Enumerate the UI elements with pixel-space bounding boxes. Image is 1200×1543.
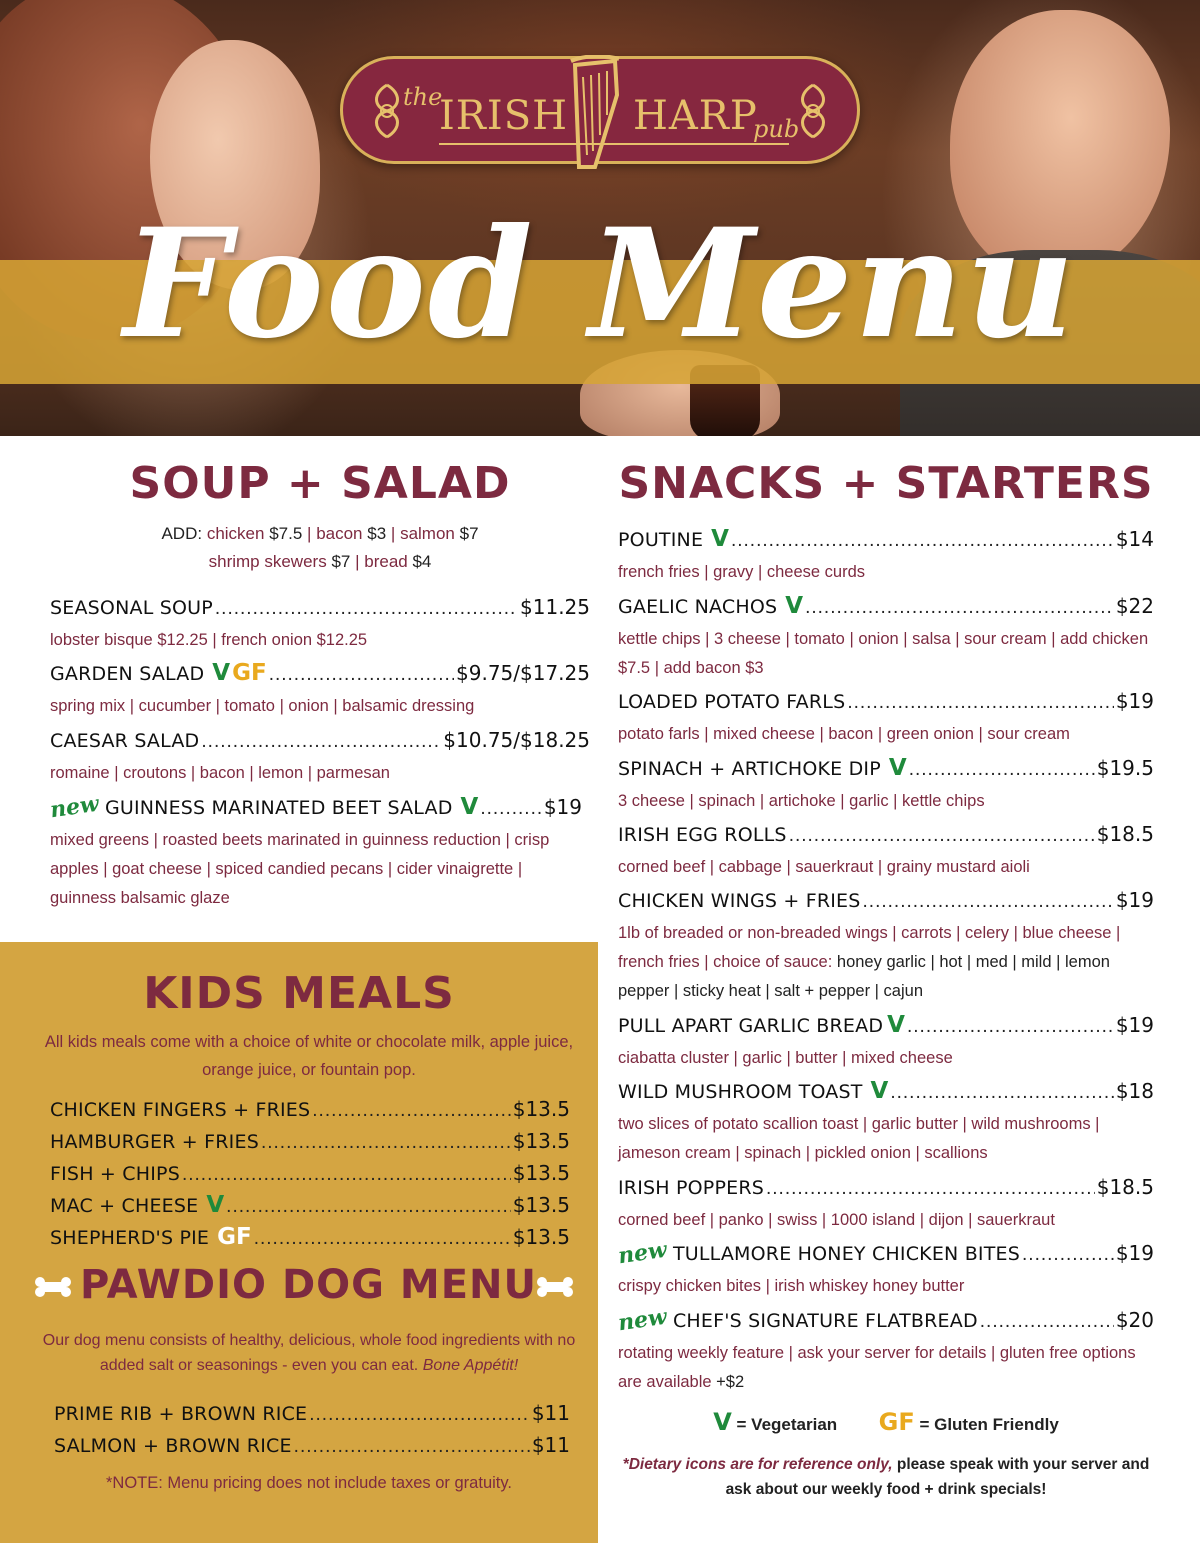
item-description: ciabatta cluster | garlic | butter | mixed cheese <box>618 1049 953 1067</box>
list-item <box>50 1158 570 1190</box>
logo-the: the <box>403 83 443 111</box>
gluten-friendly-badge: GF <box>217 1224 252 1250</box>
leader-dots <box>907 1012 1114 1042</box>
vegetarian-badge: V <box>460 794 479 820</box>
list-item <box>50 1126 570 1158</box>
item-name: PULL APART GARLIC BREAD <box>618 1015 884 1037</box>
list-item <box>50 1222 570 1254</box>
list-item <box>50 1190 570 1222</box>
hero-photo <box>0 0 1200 436</box>
dog-menu-list <box>54 1398 570 1462</box>
add-item: bread <box>364 552 408 571</box>
add-item: bacon <box>316 524 363 543</box>
list-item <box>50 1094 570 1126</box>
item-name: FISH + CHIPS <box>50 1163 180 1185</box>
gluten-friendly-label: = Gluten Friendly <box>919 1415 1059 1434</box>
item-name: SALMON + BROWN RICE <box>54 1435 292 1457</box>
dog-note-text: Our dog menu consists of healthy, delicious, whole food ingredients with no added salt or seasonings - even you can eat. <box>42 1332 576 1374</box>
dog-bone-icon <box>536 1276 574 1298</box>
leader-dots <box>201 727 441 757</box>
vegetarian-badge: V <box>785 593 804 619</box>
leader-dots <box>863 887 1114 917</box>
menu-item <box>50 658 590 721</box>
item-description: corned beef | panko | swiss | 1000 island | dijon | sauerkraut <box>618 1211 1055 1229</box>
item-name: IRISH EGG ROLLS <box>618 824 787 846</box>
add-sep: | <box>307 524 312 543</box>
vegetarian-badge: V <box>206 1192 225 1218</box>
menu-item <box>618 1010 1154 1073</box>
item-name: SHEPHERD'S PIE <box>50 1227 210 1249</box>
logo-harp: HARP <box>633 93 758 139</box>
leader-dots <box>890 1078 1113 1108</box>
item-price: $11.25 <box>520 595 590 619</box>
leader-dots <box>294 1431 530 1462</box>
item-description-text: rotating weekly feature | ask your server for details | gluten free options are available <box>618 1344 1136 1391</box>
dog-menu-note <box>40 1328 578 1378</box>
item-price: $18 <box>1115 1079 1154 1103</box>
item-description: mixed greens | roasted beets marinated in guinness reduction | crisp apples | goat cheese | spiced candied pecans | cider vinaigrette | guinness balsamic glaze <box>50 831 550 907</box>
leader-dots <box>789 821 1095 851</box>
menu-item <box>618 686 1154 749</box>
item-price: $9.75/$17.25 <box>456 661 590 685</box>
item-description <box>618 919 1154 1006</box>
logo-pub: pub <box>753 115 800 143</box>
kids-meals-title: KIDS MEALS <box>143 968 455 1019</box>
vegetarian-badge: V <box>870 1078 889 1104</box>
item-price: $13.5 <box>512 1161 570 1185</box>
item-name: GUINNESS MARINATED BEET SALAD <box>104 797 453 819</box>
logo-irish: IRISH <box>439 93 569 139</box>
leader-dots <box>254 1223 511 1254</box>
item-price: $13.5 <box>512 1097 570 1121</box>
sauce-options: honey garlic | hot | med | mild | lemon pepper | sticky heat | salt + pepper | cajun <box>618 953 1110 1000</box>
leader-dots <box>226 1191 511 1222</box>
item-description-text: 1lb of breaded or non-breaded wings | carrots | celery | blue cheese | french fries | choice of sauce: <box>618 924 1121 971</box>
leader-dots <box>909 755 1095 785</box>
add-item: salmon <box>400 524 455 543</box>
item-description: kettle chips | 3 cheese | tomato | onion | salsa | sour cream | add chicken $7.5 | add bacon $3 <box>618 630 1149 677</box>
add-item: shrimp skewers <box>208 552 327 571</box>
item-name: TULLAMORE HONEY CHICKEN BITES <box>672 1243 1021 1265</box>
add-sep: | <box>355 552 360 571</box>
item-description: french fries | gravy | cheese curds <box>618 563 866 581</box>
item-description: romaine | croutons | bacon | lemon | parmesan <box>50 764 390 782</box>
menu-item <box>50 792 582 913</box>
add-ons-line-1 <box>50 520 590 548</box>
add-ons <box>50 520 590 576</box>
celtic-knot-icon <box>367 81 407 141</box>
menu-item <box>618 591 1154 683</box>
item-price: $11 <box>531 1433 570 1457</box>
item-price: $19.5 <box>1096 756 1154 780</box>
item-price: $13.5 <box>512 1225 570 1249</box>
add-price: $3 <box>367 524 387 543</box>
menu-item <box>618 1305 1154 1397</box>
item-name: HAMBURGER + FRIES <box>50 1131 259 1153</box>
page-title: Food Menu <box>123 196 1077 372</box>
menu-item <box>50 592 590 655</box>
item-price: $20 <box>1115 1308 1154 1332</box>
item-name: IRISH POPPERS <box>618 1177 764 1199</box>
item-name: CHICKEN FINGERS + FRIES <box>50 1099 311 1121</box>
logo-underline <box>439 143 789 145</box>
item-price: $22 <box>1115 594 1154 618</box>
vegetarian-badge: V <box>888 755 907 781</box>
leader-dots <box>312 1095 510 1126</box>
item-price: $18.5 <box>1096 822 1154 846</box>
list-item <box>54 1398 570 1430</box>
menu-item <box>618 1076 1154 1168</box>
vegetarian-badge: V <box>212 660 231 686</box>
add-price: $4 <box>412 552 432 571</box>
leader-dots <box>731 526 1114 556</box>
kids-meals-list <box>50 1094 570 1254</box>
dog-bone-icon <box>34 1276 72 1298</box>
item-price: $19 <box>1115 888 1154 912</box>
kids-dog-panel <box>0 942 598 1543</box>
leader-dots <box>261 1127 511 1158</box>
add-price: $7 <box>459 524 479 543</box>
item-price: $19 <box>1115 1241 1154 1265</box>
item-description: 3 cheese | spinach | artichoke | garlic | kettle chips <box>618 792 985 810</box>
item-name: PRIME RIB + BROWN RICE <box>54 1403 308 1425</box>
item-name: SPINACH + ARTICHOKE DIP <box>618 758 881 780</box>
menu-item <box>618 819 1154 882</box>
item-price: $10.75/$18.25 <box>443 728 590 752</box>
item-description: potato farls | mixed cheese | bacon | green onion | sour cream <box>618 725 1070 743</box>
leader-dots <box>805 593 1114 623</box>
leader-dots <box>309 1399 530 1430</box>
snacks-starters-title: SNACKS + STARTERS <box>618 458 1154 509</box>
item-name: LOADED POTATO FARLS <box>618 691 846 713</box>
new-badge: new <box>616 1303 669 1337</box>
item-name: POUTINE <box>618 529 704 551</box>
add-item: chicken <box>206 524 265 543</box>
item-description: two slices of potato scallion toast | garlic butter | wild mushrooms | jameson cream | spinach | pickled onion | scallions <box>618 1115 1100 1162</box>
leader-dots <box>980 1307 1114 1337</box>
item-price: $13.5 <box>512 1129 570 1153</box>
leader-dots <box>1022 1240 1114 1270</box>
leader-dots <box>269 660 454 690</box>
item-description: crispy chicken bites | irish whiskey honey butter <box>618 1277 965 1295</box>
dietary-legend <box>618 1408 1154 1436</box>
disclaimer-emphasis: *Dietary icons are for reference only, <box>622 1456 893 1473</box>
item-price: $11 <box>531 1401 570 1425</box>
item-description: corned beef | cabbage | sauerkraut | grainy mustard aioli <box>618 858 1030 876</box>
menu-item <box>618 1238 1154 1301</box>
gluten-friendly-badge: GF <box>232 660 267 686</box>
item-price: $14 <box>1115 527 1154 551</box>
dietary-disclaimer <box>618 1452 1154 1502</box>
tax-note: *NOTE: Menu pricing does not include taxes or gratuity. <box>106 1474 512 1492</box>
leader-dots <box>182 1159 511 1190</box>
item-price: $18.5 <box>1096 1175 1154 1199</box>
kids-meals-note: All kids meals come with a choice of white or chocolate milk, apple juice, orange juice, or fountain pop. <box>44 1033 574 1079</box>
item-description: lobster bisque $12.25 | french onion $12.25 <box>50 631 368 649</box>
add-price: $7.5 <box>269 524 303 543</box>
menu-item <box>618 885 1154 1006</box>
item-name: SEASONAL SOUP <box>50 597 213 619</box>
add-price: $7 <box>331 552 351 571</box>
item-name: MAC + CHEESE <box>50 1195 199 1217</box>
add-sep: | <box>390 524 396 543</box>
harp-icon <box>555 55 635 175</box>
item-name: GARDEN SALAD <box>50 663 205 685</box>
dog-menu-title: PAWDIO DOG MENU <box>80 1262 537 1308</box>
item-upcharge: +$2 <box>716 1373 745 1391</box>
pub-logo <box>340 56 860 164</box>
item-name: WILD MUSHROOM TOAST <box>618 1081 863 1103</box>
gluten-friendly-badge: GF <box>878 1408 915 1436</box>
new-badge: new <box>616 1236 669 1270</box>
item-price: $19 <box>1115 689 1154 713</box>
leader-dots <box>847 688 1113 718</box>
item-price: $19 <box>543 795 582 819</box>
list-item <box>54 1430 570 1462</box>
add-prefix: ADD: <box>161 524 203 543</box>
dog-menu-heading <box>34 1262 574 1318</box>
vegetarian-badge: V <box>711 526 729 552</box>
vegetarian-badge: V <box>713 1408 732 1436</box>
menu-item <box>618 753 1154 816</box>
celtic-knot-icon <box>793 81 833 141</box>
item-name: CAESAR SALAD <box>50 730 200 752</box>
item-name: CHEF'S SIGNATURE FLATBREAD <box>672 1310 978 1332</box>
item-price: $13.5 <box>512 1193 570 1217</box>
dog-note-emphasis: Bone Appétit! <box>422 1357 519 1374</box>
vegetarian-badge: V <box>887 1012 905 1038</box>
soup-salad-title: SOUP + SALAD <box>129 458 511 509</box>
item-price: $19 <box>1115 1013 1154 1037</box>
vegetarian-label: = Vegetarian <box>736 1415 838 1434</box>
new-badge: new <box>48 790 101 824</box>
item-description <box>618 1339 1154 1397</box>
menu-item <box>50 725 590 788</box>
disclaimer-text: please speak with your server and ask about our weekly food + drink specials! <box>725 1456 1150 1498</box>
item-description: spring mix | cucumber | tomato | onion | balsamic dressing <box>50 697 475 715</box>
menu-item <box>618 524 1154 587</box>
leader-dots <box>215 594 518 624</box>
leader-dots <box>766 1174 1095 1204</box>
add-ons-line-2 <box>50 548 590 576</box>
leader-dots <box>480 794 541 824</box>
item-name: GAELIC NACHOS <box>618 596 778 618</box>
item-name: CHICKEN WINGS + FRIES <box>618 890 861 912</box>
menu-item <box>618 1172 1154 1235</box>
